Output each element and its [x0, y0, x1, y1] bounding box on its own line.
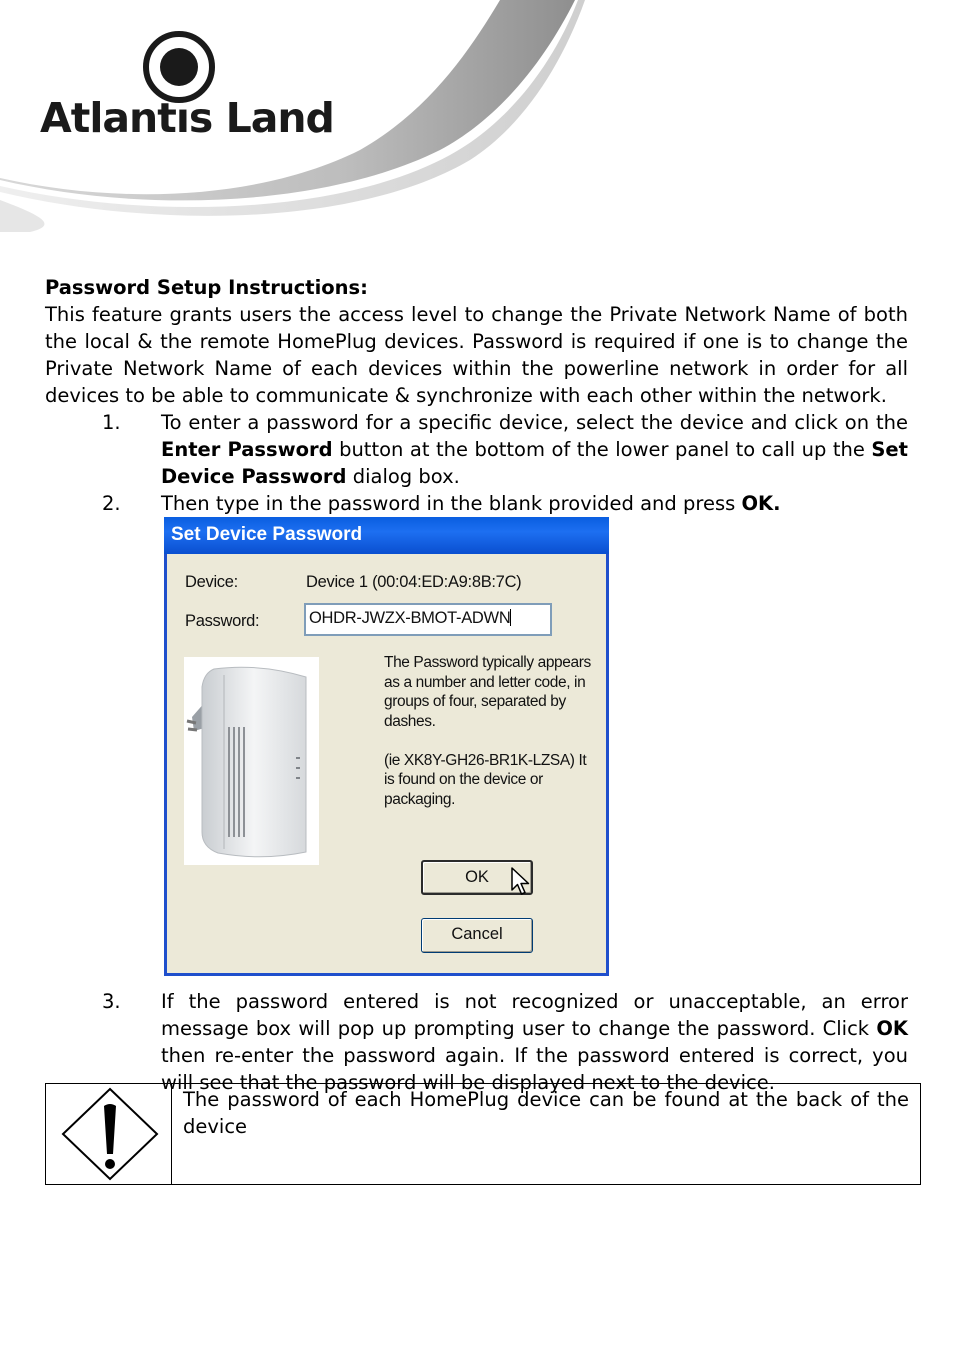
step-number: 3.: [102, 990, 121, 1013]
atlantis-land-logo: [40, 30, 334, 145]
device-value: Device 1 (00:04:ED:A9:8B:7C): [306, 573, 522, 591]
logo-circle-icon: [142, 30, 216, 104]
note-text: The password of each HomePlug device can be found at the back of the device: [183, 1088, 909, 1138]
set-device-password-term: Set Device Password: [161, 438, 908, 488]
device-label: Device:: [185, 573, 238, 591]
ok-button[interactable]: OK: [421, 860, 533, 895]
note-box: [45, 1083, 921, 1185]
hint-example: (ie XK8Y-GH26-BR1K-LZSA) It is found on the device or packaging.: [384, 751, 587, 808]
logo-wordmark: Atlantıs Land: [40, 94, 334, 142]
intro-paragraph: This feature grants users the access level to change the Private Network Name of both the local & the remote HomePlug devices. Password is required if one is to change the Private Network Name of each devices within the powerline network in order for all devices to be able to communicate & synchronize with each other within the network.: [45, 303, 908, 407]
step-number: 1.: [102, 411, 121, 434]
password-hint: [384, 653, 599, 829]
password-input[interactable]: OHDR-JWZX-BMOT-ADWN: [304, 603, 552, 636]
ok-term: OK: [876, 1017, 908, 1040]
ok-term: OK.: [741, 492, 781, 515]
set-device-password-dialog: [164, 517, 609, 976]
text-caret: [510, 609, 511, 626]
list-item: 3. If the password entered is not recognized or unacceptable, an error message box will pop up prompting user to change the password. Click OK then re-enter the password again. If the password entered is correct, you will see that the password will be displayed next to the device.: [102, 990, 908, 1094]
cancel-button[interactable]: Cancel: [421, 918, 533, 953]
enter-password-term: Enter Password: [161, 438, 333, 461]
step-number: 2.: [102, 492, 121, 515]
hint-format: The Password typically appears as a number and letter code, in groups of four, separated by dashes.: [384, 654, 591, 730]
list-item: 2. Then type in the password in the blank provided and press OK.: [102, 492, 781, 515]
section-heading: Password Setup Instructions:: [45, 276, 368, 299]
list-item: 1. To enter a password for a specific device, select the device and click on the Enter Password button at the bottom of the lower panel to call up the Set Device Password dialog box.: [102, 411, 908, 488]
note-icon-cell: [46, 1084, 172, 1184]
mouse-pointer-icon: [510, 866, 534, 898]
password-label: Password:: [185, 612, 260, 630]
dialog-title: Set Device Password: [164, 517, 609, 554]
warning-icon: [60, 1086, 160, 1182]
homeplug-device-image: [184, 657, 319, 865]
